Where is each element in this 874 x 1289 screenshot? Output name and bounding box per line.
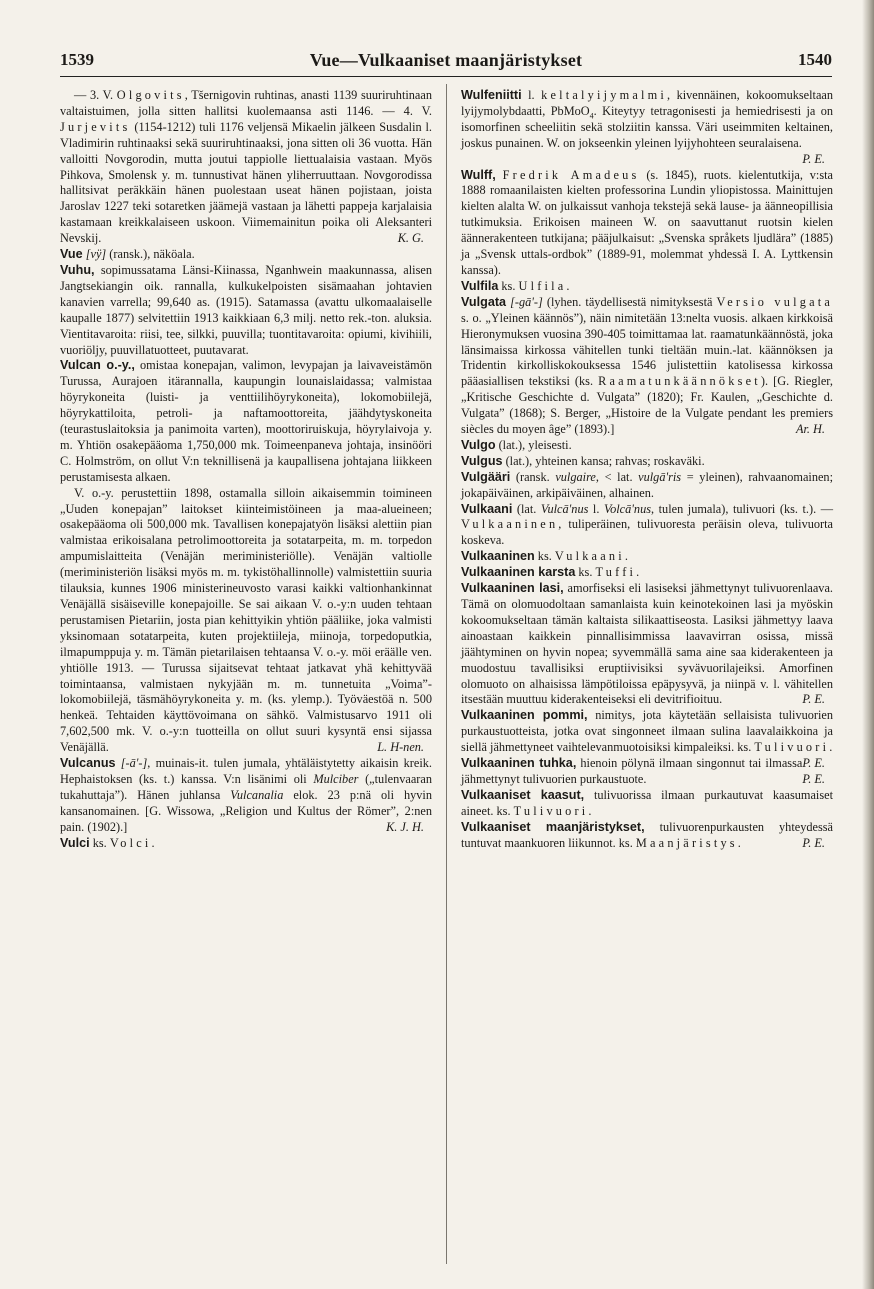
entry-wulfeniitti <box>461 88 833 168</box>
entry-text: (lat.), yleisesti. <box>495 437 572 452</box>
cross-reference[interactable]: Ulfila <box>518 278 567 293</box>
headword: Wulfeniitti <box>461 88 522 102</box>
entry-vulkaaninen-tuhka <box>461 756 833 788</box>
author-signature: L. H-nen. <box>377 740 424 755</box>
cross-reference[interactable]: Tuffi <box>595 565 637 580</box>
cross-reference[interactable]: Raamatunkäännökset <box>598 374 761 389</box>
entry-name: Versio vulgata <box>716 294 833 309</box>
headword: Vulgo <box>461 437 496 452</box>
headword: Vulkaaninen <box>461 549 535 564</box>
headword: Vulkaaninen lasi, <box>461 581 564 596</box>
entry-text: („tulenvaaran tukahuttaja”). Hänen juhlansa <box>60 771 432 802</box>
entry-vulgus <box>461 454 833 470</box>
entry-text: tulivuorissa ilmaan purkautuvat kaasumaiset aineet. ks. <box>461 787 833 818</box>
page-title: Vue—Vulkaaniset maanjäristykset <box>309 50 583 70</box>
entry-vulgata <box>461 295 833 438</box>
left-page-number: 1539 <box>60 50 94 69</box>
left-column <box>60 88 432 852</box>
entry-vulkaaninen: Vulkaaninen ks. Vulkaani. <box>461 549 628 564</box>
headword: Vulgääri <box>461 469 511 484</box>
entry-name: Fredrik Amadeus <box>502 167 640 182</box>
entry-text: ). [G. Riegler, „Kritische Geschichte d. Vulgata” (1820); Fr. Kaulen, „Geschichte d. Vulgata” (1868); S. Berger, „Histoire de la Vulgate pendant les premiers siècles du moyen âge” (1893).] <box>461 374 833 437</box>
entry-wulff <box>461 168 833 279</box>
headword: Vulcan o.-y., <box>60 358 135 373</box>
entry-vulkaaninen-pommi: Vulkaaninen pommi, nimitys, jota käytetään sellaisista tulivuorien purkaustuotteista, jotka ovat singonneet ilmaan sulina laavalaikkoina ja siellä jähmettyneet vaihtelevanmuotoisiksi kimpaleiksi. ks. Tulivuori. P. E. <box>461 708 834 771</box>
cross-reference[interactable]: Tulivuori <box>513 803 589 818</box>
entry-text: s. o. „Yleinen käännös”), näin nimitetään 13:nelta vuosis. alkaen kirkkoisä Hieronymuksen vuosina 390-405 toimittamaa lat. raamatunkäännöstä, joka länsimaissa kirkossa vähitellen tunki tieltään muin.-lat. käännöksen ja Tridentin kirkolliskokouksessa 1546 julistettiin katolisessa kirkossa pääasiallisen tekstiksi (ks. <box>461 310 833 389</box>
entry-text: ks. <box>534 549 555 564</box>
headword: Vue <box>60 247 83 262</box>
entry-vulkaaninen-karsta: Vulkaaninen karsta ks. Tuffi. <box>461 565 640 580</box>
entry-text: , Tšernigovin ruhtinas, anasti 1139 suuriruhtinaan valtaistuimen, jolla sitten hallitsi kuolemaansa asti 1146. — 4. V. <box>60 88 432 118</box>
entry-text: (ransk.), näköala. <box>106 247 195 262</box>
entry-olgovits-jurjevits <box>60 88 432 247</box>
entry-text: sopimussatama Länsi-Kiinassa, Nganhwein maakunnassa, alisen Jangtsekiangin oik. rannalla, kulkukelpoisten sisämaahan johtavien kanavien varrella; 99,640 as. (1915). Satamassa (avattu ulkomaalaiselle kaupalle 1877) selvitettiin 1913 kaikkiaan 6,3 milj. netto rek.-ton. aluksia. Vientitavaroita: riisi, tee, silkki, puuvilla; tuontitavaroita: opiumi, kivihiili, vuoriöljy, puuvillatuotteet, puutavarat. <box>60 262 432 357</box>
right-column <box>461 88 833 852</box>
entry-vulgaari <box>461 470 833 502</box>
author-signature: P. E. <box>802 151 825 166</box>
author-signature: P. E. <box>802 771 825 786</box>
latin-term: vulgā'ris <box>638 469 682 484</box>
headword: Vulkaani <box>461 501 513 516</box>
entry-text: , tulen jumala), tulivuori (ks. t.). — <box>651 501 834 516</box>
entry-vulcan <box>60 358 432 485</box>
cross-reference[interactable]: Volci <box>109 835 152 850</box>
entry-text: tulivuorenpurkausten yhteydessä tuntuvat maankuoren liikunnot. ks. <box>461 819 833 850</box>
entry-text: amorfiseksi eli lasiseksi jähmettynyt tulivuorenlaava. Tämä on olomuodoltaan samanlaista kuin keinotekoinen lasi ja myöskin kokoomukseltaan tämän kaltaista silikaattiseosta. Lasiksi jähmettyy laava ainoastaan kaikkein pinnallisimmissa laavavirran osissa, missä jäähtyminen on hyvin nopea; syvemmällä sama aine saa kiderakenteen ja muodostuu tavallisiksi eruptiivisiksi syvävuorilajeiksi. Amorfinen olomuoto on alhaisissa lämpötiloissa epäpysyvä, ja niinpä v. l. vähitellen itsestään muuttuu kiderakenteiseksi eli devitrifioituu. <box>461 581 833 707</box>
headword: Vulci <box>60 835 90 850</box>
entry-text: (1154-1212) tuli 1176 veljensä Mikaelin jälkeen Susdalin l. Vladimirin ruhtinaaksi sekä suuriruhtinaaksi, jona sitten oli 36 vuotta. Hän valloitti Novgorodin, mutta joutui tappiolle liettualaisia vastaan. Myös Pihkova, Smolensk y. m. tunnustivat hänen yliherruuttaan. Novgorodissa hallitsivat peräkkäin hänen puolestaan useat hänen pojistaan, joista Jaroslav 1227 teki sotaretken jäämejä vastaan ja lähetti pappeja karjalaisia kastamaan kreikkalaiseen uskoon. Viimemainitun poika oli Aleksanteri Nevskij. <box>60 119 432 246</box>
entry-vulcanus <box>60 756 432 836</box>
entry-text: — 3. V. <box>74 88 117 102</box>
latin-term: Vulcanalia <box>230 787 284 802</box>
entry-text: ks. <box>89 835 110 850</box>
entry-text: V. o.-y. perustettiin 1898, ostamalla silloin aikaisemmin toimineen „Uuden konepajan” laitokset kiinteimistöineen ja maa-alueineen; osakepääoma oli 500,000 mk. Tavallisen konepajatyön lisäksi alettiin pian valmistaa erikoisalana petrolimoottoreita ja sotatarpeita, m. m. torpedon ampumislaitteita (Venäjän meriministeriölle). Venäjän valtiolle (meriministeriön lisäksi myös m. m. tykistöhallinnolle) valmistettiin suuria tilauksia, kunnes 1906 ministerineuvosto varasi kaikki valtionhankinnat Venäjällä sisäiseville konepajoille. Se sai aikaan V. o.-y:n uuden tehtaan perustamisen Pietariin, josta pian kehittyikin yhtiön pääliike, joka valmisti yksinomaan sotatarpeita, kuten projektiileja, miinoja, torpedoputkia, ilmapumppuja y. m. Tämän pietarilaisen tehtaansa V. o.-y. möi eräälle ven. yhtiölle 1913. — Turussa sijaitsevat tehtaat jatkavat yhä kehittyvää toimintaansa, valmistaen nykyjään m. m. tunnetuita „Voima”-lokomobiilejä, täsmähöyrykoneita y. m. (ks. ylemp.). Työväestöä n. 500 henkeä. Tehtaiden käyttövoimana on sähkö. Valmistusarvo 1911 oli 7,602,500 mk. V. o.-y:n tuotteilla on ollut suuri kysyntä ensi sijassa Venäjällä. <box>60 485 432 755</box>
author-signature: Ar. H. <box>795 422 825 437</box>
author-signature: K. J. H. <box>386 819 424 834</box>
headword: Vulkaaninen karsta <box>461 565 576 580</box>
cross-reference[interactable]: Maanjäristys <box>635 835 738 850</box>
pronunciation: [-gā'-] <box>510 294 543 309</box>
entry-text: l. <box>588 501 604 516</box>
entry-name: Olgovits <box>116 88 185 102</box>
entry-text: ks. <box>498 278 519 293</box>
page-header <box>60 48 832 77</box>
entry-vuhu <box>60 263 432 358</box>
entry-text: , tuliperäinen, tulivuoresta peräisin oleva, tulivuorta koskeva. <box>461 517 833 548</box>
entry-text: , < lat. <box>595 469 639 484</box>
column-divider <box>446 84 447 1264</box>
entry-text: omistaa konepajan, valimon, levypajan ja laivaveistämön Turussa, Aurajoen itärannalla, kaupungin lounaislaidassa; valmistaa höyrykoneita (luisti- ja venttiilihöyrykoneita), lokomobiilejä, höyrykattiloita, petroli- ja naftamoottoreita, jäähdytyskoneita (teurastuslaitoksia ja panimoita varten), moottoriruiskuja, höyrylaivoja y. m. Yhtiön osakepääoma 1,750,000 mk. Toimeenpaneva johtaja, insinööri C. Holmström, on ollut V:n teknillisenä ja kaupallisena johtajana liikkeen perustamisesta alkaen. <box>60 358 432 484</box>
entry-name: Vulkaaninen <box>461 517 559 532</box>
entry-name: keltalyijymalmi <box>541 88 668 102</box>
entry-text: l. <box>521 88 542 102</box>
entry-text: (s. 1845), ruots. kielentutkija, v:sta 1888 romaanilaisten kielten professorina Lundin yliopistossa. Mainittujen kielten alalta W. on julkaissut vanhoja tekstejä sekä lause- ja äänneopillisia tutkimuksia. Erikoisen maineen W. on saavuttanut ruotsin kielen äännerakenteen tutkijana; pääjulkaisut: „Svenska språkets ljudlära” (1885) ja „Svensk uttals-ordbok” (1889-91, molemmat yhdessä I. A. Lyttkensin kanssa). <box>461 167 833 277</box>
entry-vulcan-history <box>60 486 432 756</box>
entry-vue <box>60 247 432 263</box>
entry-vulfila: Vulfila ks. Ulfila. <box>461 278 570 293</box>
headword: Vulkaaniset maanjäristykset, <box>461 819 645 834</box>
entry-text: , muinais-it. tulen jumala, yhtäläistytetty aikaisin kreik. Hephaistoksen (ks. t.) kanssa. V:n lisänimi oli <box>60 756 432 786</box>
pronunciation: [-ā'-] <box>120 756 148 771</box>
headword: Vuhu, <box>60 262 95 277</box>
entry-vulkaani <box>461 502 833 550</box>
formula-subscript: 4 <box>589 111 594 121</box>
entry-text: elok. 23 p:nä oli hyvin kansanomainen. [G. Wissowa, „Religion und Kultus der Römer”, 2:nen pain. (1902).] <box>60 787 432 834</box>
entry-name: Jurjevits <box>60 119 131 134</box>
author-signature: P. E. <box>802 692 825 707</box>
headword: Vulgus <box>461 453 503 468</box>
pronunciation: [vÿ] <box>85 247 107 262</box>
headword: Wulff, <box>461 167 496 182</box>
entry-text: hienoin pölynä ilmaan singonnut tai ilmassa jähmettynyt tulivuorien purkaustuote. <box>461 756 803 786</box>
latin-term: Volcā'nus <box>603 501 652 516</box>
entry-vulkaaniset-kaasut: Vulkaaniset kaasut, tulivuorissa ilmaan purkautuvat kaasumaiset aineet. ks. Tulivuori. <box>461 787 833 818</box>
entry-text: (ransk. <box>510 469 556 484</box>
headword: Vulkaaninen tuhka, <box>461 756 577 771</box>
entry-text: (lyhen. täydellisestä nimityksestä <box>542 294 717 309</box>
headword: Vulkaaninen pommi, <box>461 708 588 723</box>
entry-text: nimitys, jota käytetään sellaisista tulivuorien purkaustuotteista, jotka ovat singonneet ilmaan sulina laavalaikkoina ja siellä jähmettyneet vaihtelevanmuotoisiksi kimpaleiksi. ks. <box>461 708 834 755</box>
author-signature: P. E. <box>802 756 825 771</box>
latin-term: vulgaire <box>555 469 596 484</box>
headword: Vulgata <box>461 294 507 309</box>
cross-reference[interactable]: Vulkaani <box>554 549 625 564</box>
entry-vulci: Vulci ks. Volci. <box>60 835 155 850</box>
author-signature: K. G. <box>397 231 424 246</box>
entry-text: . Kiteytyy tetragonisesti ja hemiedrisesti ja on isomorfinen scheeliitin sekä stolziitin kanssa. Väri useimmiten keltainen, joskus punainen. W. on jokseenkin yleinen lyijyhohteen seuralaisena. <box>461 103 833 150</box>
cross-reference[interactable]: Tulivuori <box>754 740 830 755</box>
right-page-number: 1540 <box>798 50 832 69</box>
headword: Vulfila <box>461 278 499 293</box>
headword: Vulcanus <box>60 756 116 771</box>
binding-edge <box>862 0 874 1289</box>
entry-text: (lat. <box>512 501 541 516</box>
headword: Vulkaaniset kaasut, <box>461 787 585 802</box>
entry-text: , kivennäinen, kokoomukseltaan lyijymolybdaatti, PbMoO <box>461 88 834 118</box>
entry-text: (lat.), yhteinen kansa; rahvas; roskaväki. <box>502 453 705 468</box>
latin-term: Vulcā'nus <box>540 501 589 516</box>
entry-text: ks. <box>575 565 596 580</box>
author-signature: P. E. <box>802 835 825 850</box>
entry-vulgo <box>461 438 833 454</box>
entry-vulkaaniset-maanjaristykset: Vulkaaniset maanjäristykset, tulivuorenpurkausten yhteydessä tuntuvat maankuoren liikunnot. ks. Maanjäristys. P. E. <box>461 819 833 850</box>
entry-vulkaaninen-lasi <box>461 581 833 708</box>
latin-term: Mulciber <box>313 771 359 786</box>
entry-text: = yleinen), rahvaanomainen; jokapäiväinen, arkipäiväinen, alhainen. <box>461 469 833 500</box>
